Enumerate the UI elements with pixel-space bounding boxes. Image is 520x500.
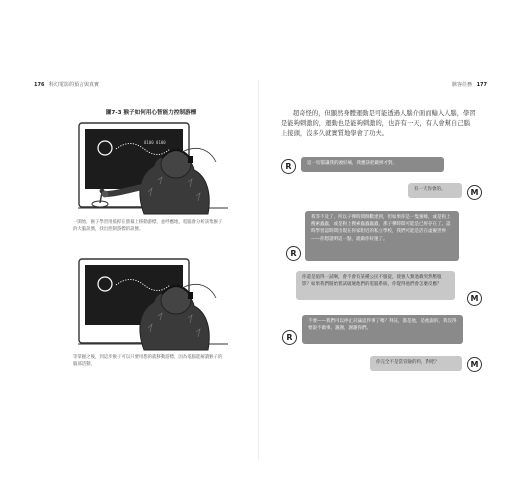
dialogue-bubble-m: 有一天你會的。 — [408, 183, 462, 198]
speaker-r-avatar: R — [281, 159, 296, 174]
illustration-panel-joystick — [78, 122, 228, 215]
illustration-panel-mind-control — [78, 258, 228, 351]
page-gutter — [258, 80, 259, 460]
left-page-number: 176 — [34, 82, 45, 88]
right-page-header — [452, 81, 487, 88]
monitor-signal-text: 0100 0100 — [144, 140, 166, 145]
dialogue-bubble-m: 你完全不是當冒險的料，對吧？ — [370, 356, 462, 371]
monkey-joystick-illustration — [78, 122, 228, 215]
speaker-r-avatar: R — [286, 246, 301, 261]
dialogue-bubble-r: 這一切都讓我的頭好痛，我應該把載掉才對。 — [301, 157, 444, 172]
left-page-header — [34, 81, 99, 88]
dialogue-bubble-r: 不要——我們可以停止討論這件事了嗎？拜託，都是他，是他說的，我沒得要說不做事。謝謝，謝謝你們。 — [302, 315, 463, 344]
speaker-m-avatar: M — [467, 185, 482, 200]
figure-title: 圖7-3 猴子如何用心智能力控制游標 — [105, 110, 197, 116]
monkey-mind-control-illustration — [78, 258, 228, 351]
dialogue-bubble-r: 我等不及了，所以子彈時間倒數達到，但如果你是一隻蜜蜂，或是狗上搜索蟲蟲，或是狗上搜索蟲蟲蟲蟲，那子彈時間可能是已經存在了。認時學習認時間出現在你家附近的私立學校，我們可能是活在虛擬世界——你想證明這一點，就做你好運了。 — [305, 211, 459, 261]
caption-panel-joystick: 一開始，猴子學習用搖桿在螢幕上移動游標，並呼應地，電腦會分析該集猴子的大腦訊號，找出控制游標的訊號。 — [73, 220, 223, 232]
speaker-m-avatar: M — [467, 291, 482, 306]
right-page-number: 177 — [476, 82, 487, 88]
caption-panel-mind-control: 等掌握之後，到這步猴子可以只要用想的就移動游標，因為電腦能解讀猴子的腦部活動。 — [73, 355, 223, 367]
intro-paragraph: 超奇怪的，但顯然身體運動是可能透過人腦介面而輸入人腦，學習是能夠刺激的，運動也是能夠刺激的，也許有一天，有人會幫自己腦上接頭，沒多久就實質地學會了功夫。 — [281, 110, 476, 137]
left-running-title: 科幻電影的預言與真實 — [49, 82, 100, 88]
speaker-r-avatar: R — [282, 330, 297, 345]
dialogue-bubble-m: 你還是值得一試啊，會不會有某種公民不服從，使強人類過載突然壓服影？如果我們開始嘗試破壞他們的電腦系統，你覺得他們會怎麼反應？ — [296, 271, 455, 300]
speaker-m-avatar: M — [467, 357, 482, 372]
right-running-title: 駭客任務 — [451, 82, 472, 88]
